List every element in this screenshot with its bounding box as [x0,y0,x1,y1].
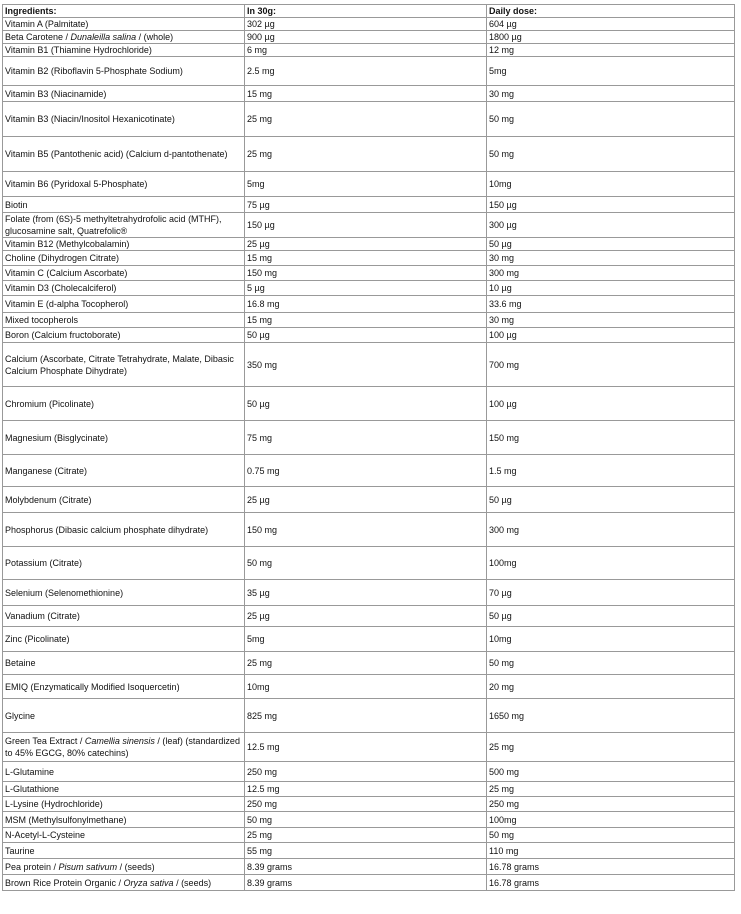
daily-dose-cell: 250 mg [487,797,735,812]
ingredient-text: Biotin [5,199,28,210]
table-row [3,875,735,891]
ingredient-text: Vitamin B1 (Thiamine Hydrochloride) [5,45,152,55]
ingredient-cell [3,513,245,547]
in-30g-cell: 25 µg [245,487,487,513]
in-30g-cell: 35 µg [245,580,487,606]
table-row [3,102,735,137]
in-30g-cell: 150 mg [245,513,487,547]
ingredient-cell [3,172,245,197]
table-row [3,733,735,762]
ingredient-text: Vitamin E (d-alpha Tocopherol) [5,299,129,309]
in-30g-cell: 12.5 mg [245,733,487,762]
ingredient-text: Taurine [5,845,35,856]
ingredient-text: Mixed tocopherols [5,315,79,325]
daily-dose-cell: 25 mg [487,782,735,797]
in-30g-cell: 5 µg [245,281,487,296]
daily-dose-cell: 300 mg [487,513,735,547]
daily-dose-cell: 100 µg [487,328,735,343]
ingredient-cell [3,238,245,251]
ingredient-text: Green Tea Extract / [5,736,85,746]
daily-dose-cell: 300 mg [487,266,735,281]
daily-dose-cell: 50 µg [487,606,735,627]
ingredient-cell [3,547,245,580]
ingredient-cell [3,421,245,455]
ingredient-text: / (whole) [136,32,174,42]
table-row [3,172,735,197]
in-30g-cell: 302 µg [245,18,487,31]
in-30g-cell: 55 mg [245,843,487,859]
daily-dose-cell: 50 µg [487,487,735,513]
ingredient-species: Pisum sativum [58,861,118,872]
daily-dose-cell: 1650 mg [487,699,735,733]
daily-dose-cell: 70 µg [487,580,735,606]
ingredient-text: EMIQ (Enzymatically Modified Isoquercetin) [5,681,180,692]
ingredient-text: Choline (Dihydrogen Citrate) [5,253,120,263]
ingredient-text: Glycine [5,710,36,721]
ingredient-text: Boron (Calcium fructoborate) [5,330,121,340]
ingredient-cell [3,86,245,102]
ingredient-text: MSM (Methylsulfonylmethane) [5,814,127,825]
ingredient-cell [3,580,245,606]
daily-dose-cell: 50 mg [487,137,735,172]
ingredient-text: Zinc (Picolinate) [5,634,70,644]
daily-dose-cell: 5mg [487,57,735,86]
in-30g-cell: 25 µg [245,606,487,627]
table-row [3,57,735,86]
ingredient-species: Camellia sinensis [84,736,155,746]
ingredient-text: / (seeds) [117,861,155,872]
in-30g-cell: 5mg [245,627,487,652]
ingredient-text: Betaine [5,658,36,668]
ingredient-text: Calcium (Ascorbate, Citrate Tetrahydrate, Malate, Dibasic Calcium Phosphate Dihydrate) [5,353,234,376]
ingredient-text: Phosphorus (Dibasic calcium phosphate dihydrate) [5,524,209,535]
daily-dose-cell: 110 mg [487,843,735,859]
table-row [3,44,735,57]
table-row [3,762,735,782]
header-in-30g: In 30g: [245,5,487,18]
ingredient-cell [3,828,245,843]
table-row [3,281,735,296]
ingredient-cell [3,627,245,652]
ingredient-text: Vitamin D3 (Cholecalciferol) [5,283,117,293]
table-row [3,238,735,251]
ingredient-cell [3,102,245,137]
ingredients-table [2,4,735,891]
daily-dose-cell: 30 mg [487,251,735,266]
table-row [3,627,735,652]
ingredient-text: Brown Rice Protein Organic / [5,877,124,888]
in-30g-cell: 15 mg [245,251,487,266]
ingredient-text: Selenium (Selenomethionine) [5,587,124,598]
daily-dose-cell: 10mg [487,172,735,197]
ingredient-text: Vitamin B12 (Methylcobalamin) [5,239,130,249]
ingredient-text: Chromium (Picolinate) [5,398,95,409]
ingredient-cell [3,343,245,387]
in-30g-cell: 25 µg [245,238,487,251]
ingredient-cell [3,296,245,313]
in-30g-cell: 5mg [245,172,487,197]
daily-dose-cell: 50 mg [487,102,735,137]
in-30g-cell: 50 mg [245,547,487,580]
daily-dose-cell: 150 mg [487,421,735,455]
table-row [3,828,735,843]
table-row [3,251,735,266]
in-30g-cell: 50 µg [245,328,487,343]
ingredient-text: / (seeds) [173,877,212,888]
in-30g-cell: 10mg [245,675,487,699]
ingredient-cell [3,699,245,733]
daily-dose-cell: 100mg [487,547,735,580]
in-30g-cell: 825 mg [245,699,487,733]
ingredient-cell [3,455,245,487]
ingredient-cell [3,797,245,812]
ingredient-text: Molybdenum (Citrate) [5,494,92,505]
daily-dose-cell: 16.78 grams [487,875,735,891]
table-row [3,699,735,733]
in-30g-cell: 6 mg [245,44,487,57]
daily-dose-cell: 50 µg [487,238,735,251]
daily-dose-cell: 300 µg [487,213,735,238]
ingredient-text: N-Acetyl-L-Cysteine [5,830,86,840]
ingredient-text: Vitamin A (Palmitate) [5,19,89,29]
in-30g-cell: 25 mg [245,137,487,172]
daily-dose-cell: 30 mg [487,313,735,328]
daily-dose-cell: 1800 µg [487,31,735,44]
in-30g-cell: 12.5 mg [245,782,487,797]
table-row [3,197,735,213]
daily-dose-cell: 1.5 mg [487,455,735,487]
ingredient-cell [3,31,245,44]
ingredient-text: Potassium (Citrate) [5,558,83,568]
ingredient-text: L-Lysine (Hydrochloride) [5,799,103,809]
ingredient-species: Oryza sativa [123,877,174,888]
ingredient-text: Beta Carotene / [5,32,71,42]
ingredient-text: L-Glutathione [5,784,60,794]
in-30g-cell: 8.39 grams [245,875,487,891]
ingredient-text: Vitamin C (Calcium Ascorbate) [5,268,128,278]
in-30g-cell: 250 mg [245,762,487,782]
table-row [3,606,735,627]
in-30g-cell: 150 mg [245,266,487,281]
in-30g-cell: 75 mg [245,421,487,455]
ingredient-cell [3,733,245,762]
table-row [3,328,735,343]
ingredient-cell [3,875,245,891]
daily-dose-cell: 12 mg [487,44,735,57]
table-row [3,782,735,797]
ingredient-cell [3,328,245,343]
table-row [3,812,735,828]
ingredients-table-body [3,5,735,891]
table-row [3,455,735,487]
daily-dose-cell: 100mg [487,812,735,828]
ingredient-species: Dunaleilla salina [70,32,137,42]
ingredient-cell [3,251,245,266]
ingredient-text: Vitamin B5 (Pantothenic acid) (Calcium d-pantothenate) [5,149,228,159]
ingredient-text: L-Glutamine [5,766,55,777]
in-30g-cell: 50 mg [245,812,487,828]
in-30g-cell: 2.5 mg [245,57,487,86]
ingredient-text: Vitamin B3 (Niacin/Inositol Hexanicotinate) [5,114,175,124]
daily-dose-cell: 10mg [487,627,735,652]
ingredient-cell [3,859,245,875]
ingredient-text: Vitamin B2 (Riboflavin 5-Phosphate Sodium) [5,66,183,76]
daily-dose-cell: 50 mg [487,652,735,675]
ingredient-text: Vitamin B3 (Niacinamide) [5,88,107,99]
table-row [3,513,735,547]
table-row [3,31,735,44]
header-ingredient: Ingredients: [3,5,245,18]
table-row [3,652,735,675]
table-row [3,213,735,238]
daily-dose-cell: 10 µg [487,281,735,296]
table-row [3,137,735,172]
in-30g-cell: 250 mg [245,797,487,812]
ingredient-cell [3,57,245,86]
table-row [3,86,735,102]
daily-dose-cell: 30 mg [487,86,735,102]
table-row [3,296,735,313]
daily-dose-cell: 20 mg [487,675,735,699]
table-row [3,487,735,513]
header-row [3,5,735,18]
ingredient-text: Vitamin B6 (Pyridoxal 5-Phosphate) [5,179,148,189]
in-30g-cell: 25 mg [245,828,487,843]
daily-dose-cell: 25 mg [487,733,735,762]
table-row [3,421,735,455]
ingredient-cell [3,606,245,627]
daily-dose-cell: 500 mg [487,762,735,782]
in-30g-cell: 16.8 mg [245,296,487,313]
table-row [3,18,735,31]
table-row [3,343,735,387]
ingredient-cell [3,652,245,675]
ingredient-cell [3,18,245,31]
in-30g-cell: 8.39 grams [245,859,487,875]
ingredient-cell [3,843,245,859]
table-row [3,547,735,580]
ingredient-cell [3,387,245,421]
daily-dose-cell: 700 mg [487,343,735,387]
ingredient-text: Manganese (Citrate) [5,465,88,476]
ingredient-cell [3,782,245,797]
ingredient-text: / (leaf) (standardized to 45% EGCG, 80% catechins) [5,736,240,758]
ingredient-cell [3,812,245,828]
ingredient-cell [3,137,245,172]
daily-dose-cell: 50 mg [487,828,735,843]
ingredient-cell [3,762,245,782]
daily-dose-cell: 604 µg [487,18,735,31]
in-30g-cell: 25 mg [245,652,487,675]
in-30g-cell: 150 µg [245,213,487,238]
table-row [3,580,735,606]
daily-dose-cell: 100 µg [487,387,735,421]
ingredient-text: Magnesium (Bisglycinate) [5,432,109,443]
ingredient-cell [3,44,245,57]
in-30g-cell: 75 µg [245,197,487,213]
ingredient-cell [3,213,245,238]
ingredient-cell [3,281,245,296]
table-row [3,859,735,875]
daily-dose-cell: 150 µg [487,197,735,213]
table-row [3,675,735,699]
table-row [3,843,735,859]
in-30g-cell: 50 µg [245,387,487,421]
table-row [3,266,735,281]
ingredient-text: Vanadium (Citrate) [5,611,80,621]
ingredient-cell [3,487,245,513]
ingredient-cell [3,197,245,213]
in-30g-cell: 25 mg [245,102,487,137]
daily-dose-cell: 33.6 mg [487,296,735,313]
ingredient-cell [3,313,245,328]
in-30g-cell: 15 mg [245,313,487,328]
ingredient-cell [3,675,245,699]
daily-dose-cell: 16.78 grams [487,859,735,875]
header-daily-dose: Daily dose: [487,5,735,18]
ingredient-cell [3,266,245,281]
ingredient-text: Folate (from (6S)-5 methyltetrahydrofolic acid (MTHF), glucosamine salt, Quatrefolic® [5,214,222,236]
table-row [3,387,735,421]
table-row [3,313,735,328]
ingredient-text: Pea protein / [5,861,59,872]
in-30g-cell: 0.75 mg [245,455,487,487]
in-30g-cell: 900 µg [245,31,487,44]
in-30g-cell: 350 mg [245,343,487,387]
table-row [3,797,735,812]
in-30g-cell: 15 mg [245,86,487,102]
